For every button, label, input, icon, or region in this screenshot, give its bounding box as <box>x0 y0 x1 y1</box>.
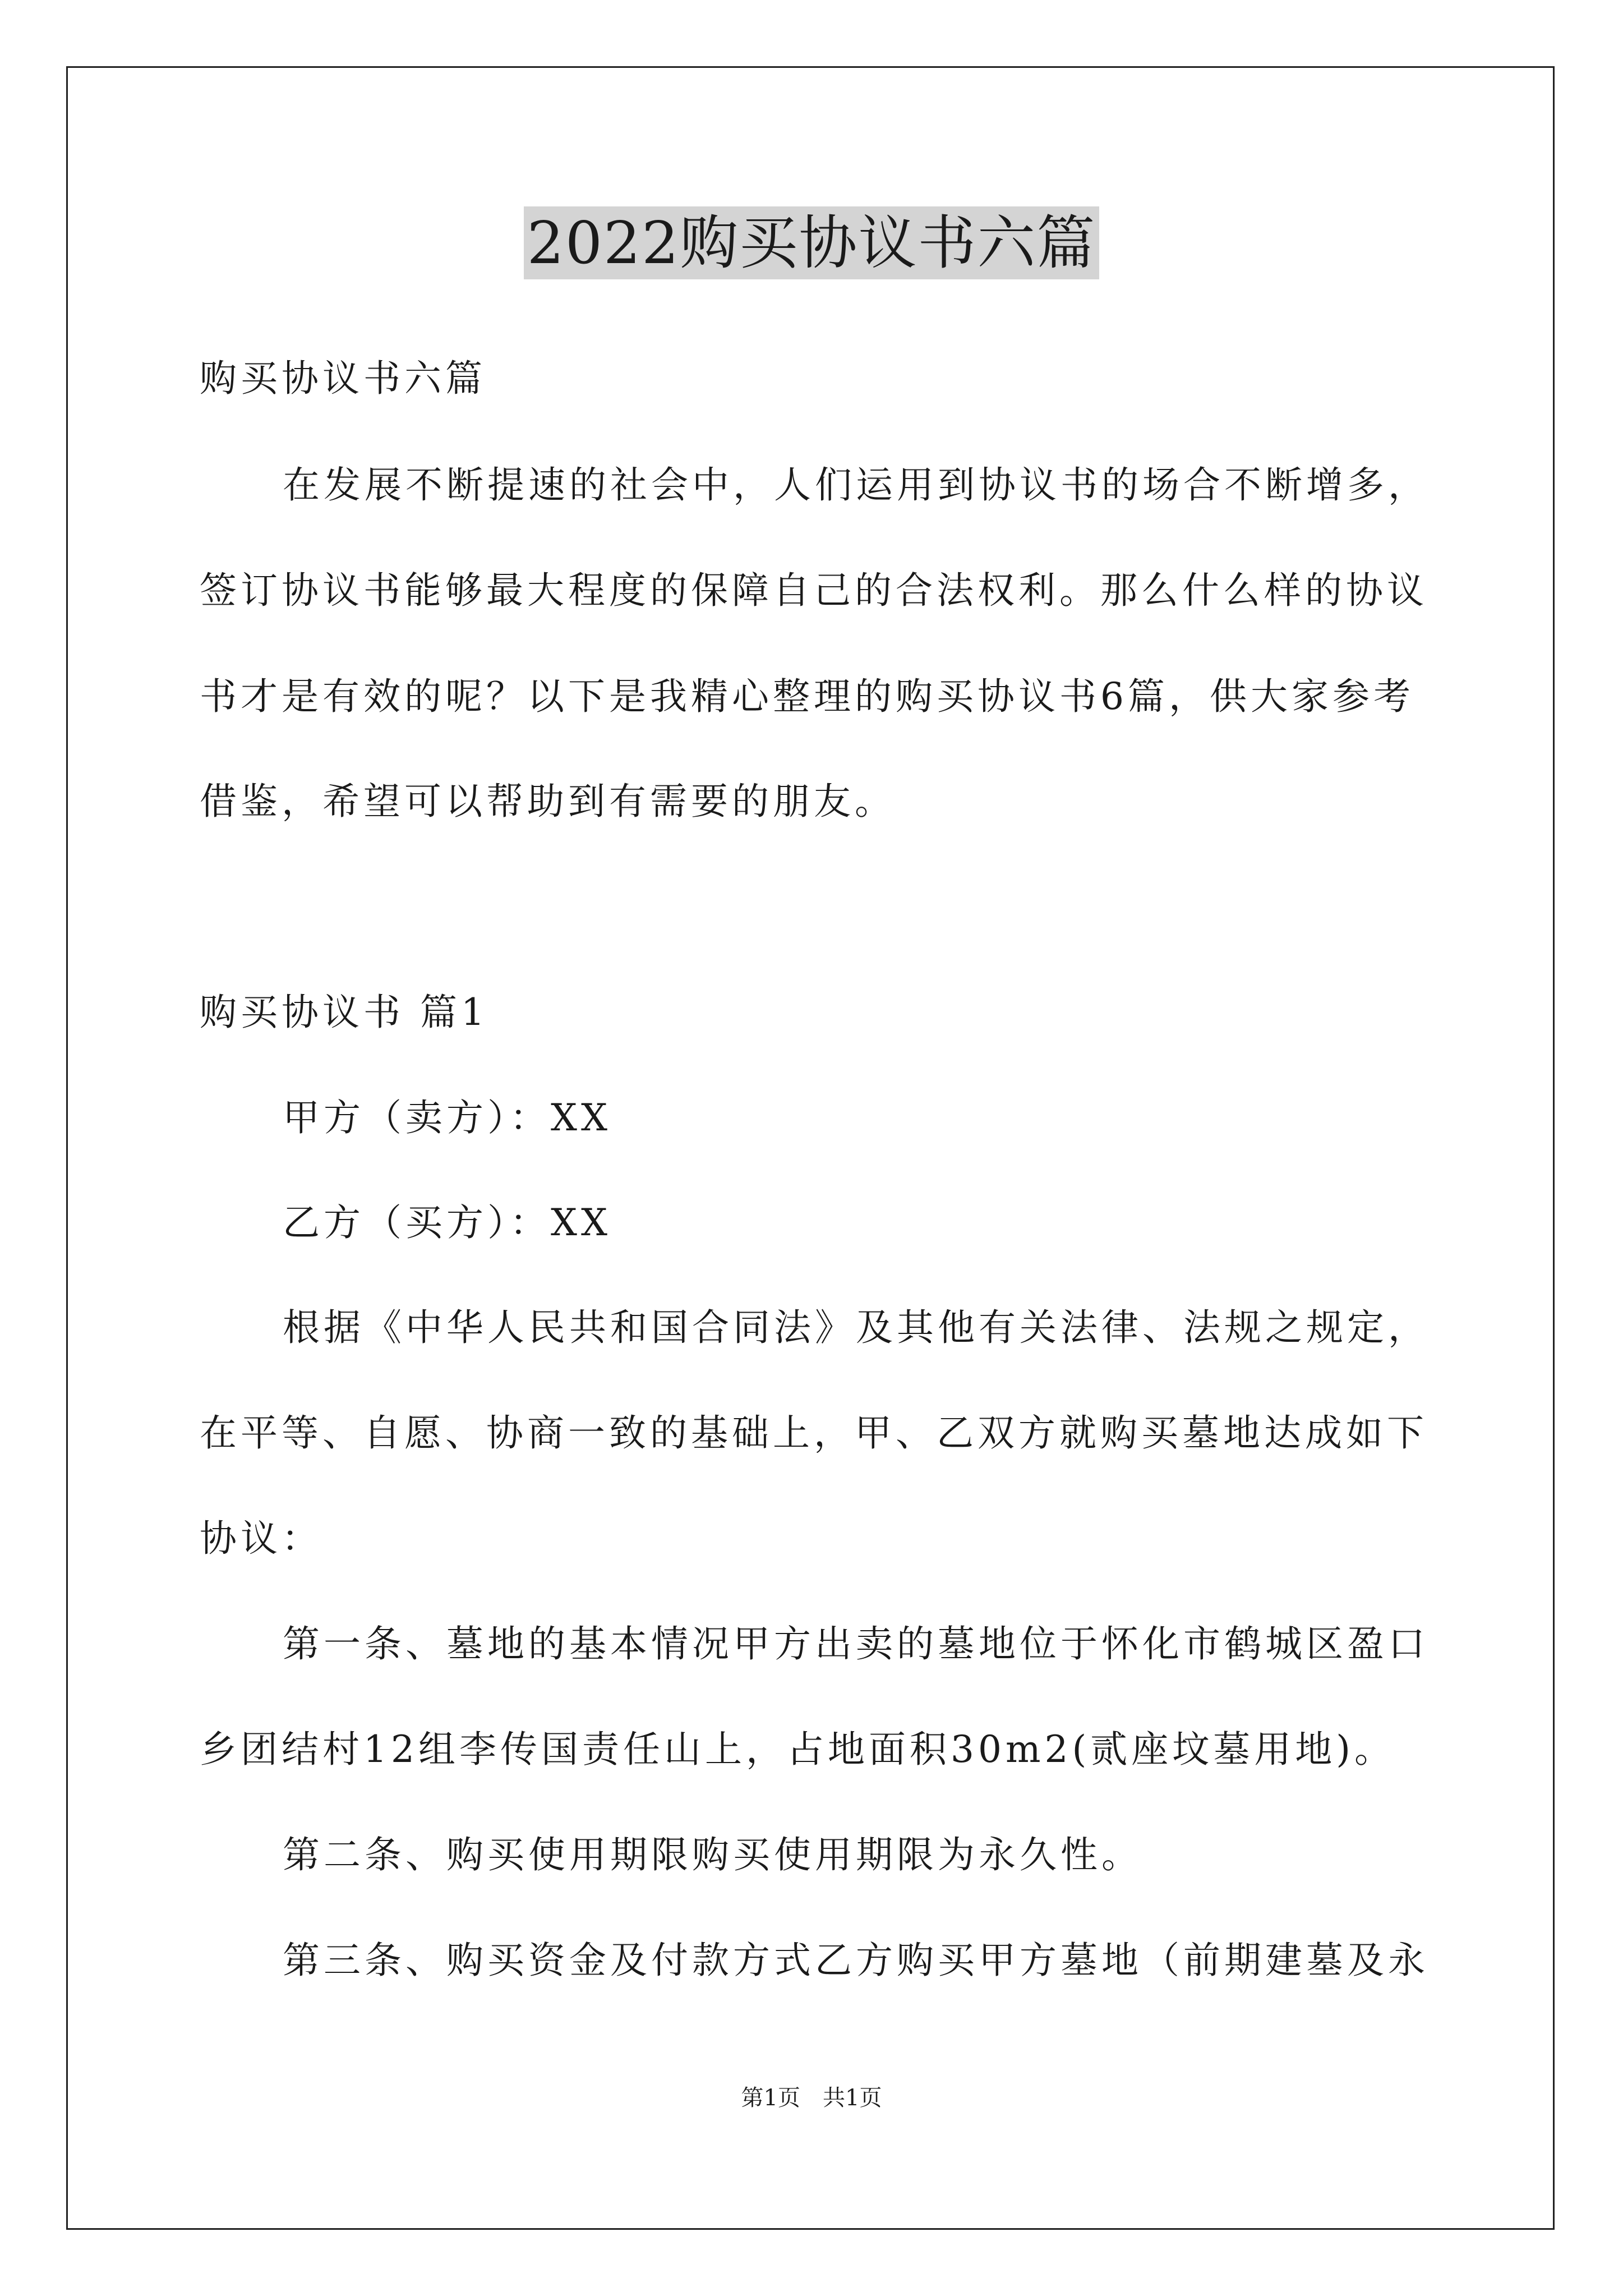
paragraph-line: 书才是有效的呢？以下是我精心整理的购买协议书6篇，供大家参考 <box>200 675 1414 718</box>
paragraph-line: 协议： <box>200 1517 322 1560</box>
paragraph-line: 根据《中华人民共和国合同法》及其他有关法律、法规之规定， <box>283 1306 1429 1349</box>
paragraph-line: 在平等、自愿、协商一致的基础上，甲、乙双方就购买墓地达成如下 <box>200 1411 1428 1455</box>
article-line: 第二条、购买使用期限购买使用期限为永久性。 <box>283 1833 1142 1876</box>
paragraph-line: 乡团结村12组李传国责任山上，占地面积30m2(贰座坟墓用地)。 <box>200 1728 1396 1771</box>
document-title: 2022购买协议书六篇 <box>524 206 1100 279</box>
intro-heading: 购买协议书六篇 <box>200 357 486 400</box>
section-heading: 购买协议书 篇1 <box>200 991 488 1034</box>
paragraph-line: 在发展不断提速的社会中，人们运用到协议书的场合不断增多， <box>283 463 1429 507</box>
party-b-line: 乙方（买方）：XX <box>283 1201 611 1244</box>
title-container <box>0 206 1623 279</box>
paragraph-line: 签订协议书能够最大程度的保障自己的合法权利。那么什么样的协议 <box>200 569 1428 612</box>
article-line: 第一条、墓地的基本情况甲方出卖的墓地位于怀化市鹤城区盈口 <box>283 1622 1429 1665</box>
article-line: 第三条、购买资金及付款方式乙方购买甲方墓地（前期建墓及永 <box>283 1939 1429 1982</box>
party-a-line: 甲方（卖方）：XX <box>283 1096 611 1139</box>
paragraph-line: 借鉴，希望可以帮助到有需要的朋友。 <box>200 780 896 823</box>
page-footer: 第1页 共1页 <box>741 2085 882 2111</box>
